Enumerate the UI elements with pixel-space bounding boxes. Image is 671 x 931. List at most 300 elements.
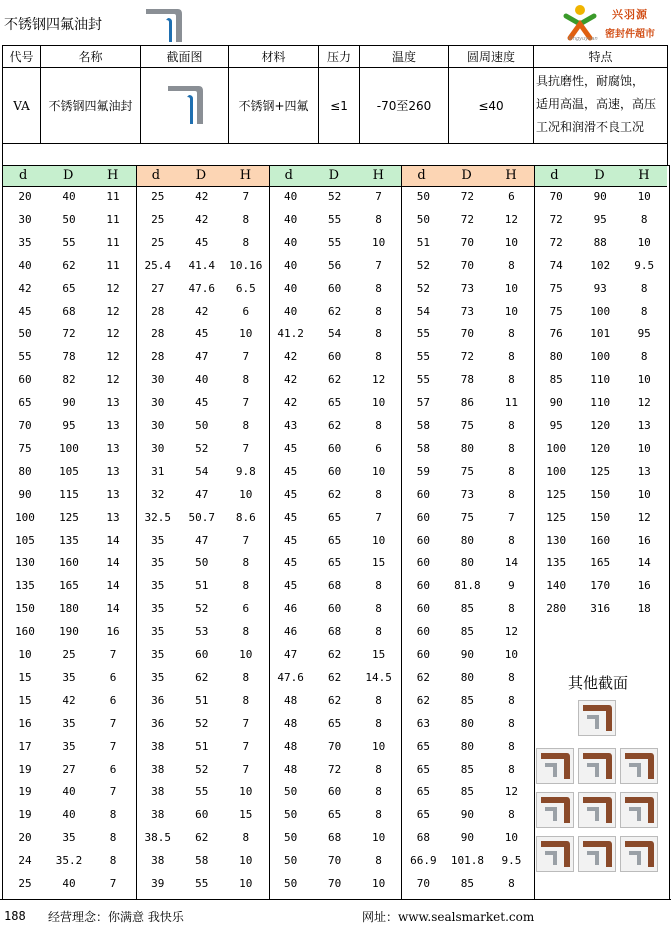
size-cell: 8 bbox=[375, 625, 382, 639]
size-cell: 150 bbox=[590, 487, 611, 501]
size-cell: 40 bbox=[283, 235, 298, 249]
size-cell: 80 bbox=[549, 350, 563, 364]
size-cell: 100 bbox=[590, 350, 611, 364]
size-cell: 45 bbox=[195, 396, 209, 410]
size-cell: 42 bbox=[62, 693, 76, 707]
size-cell: 80 bbox=[460, 716, 475, 730]
size-cell: 93 bbox=[593, 281, 607, 295]
size-cell: 35 bbox=[151, 579, 165, 593]
size-cell: 27 bbox=[151, 281, 165, 295]
column-header-d: D bbox=[195, 168, 207, 183]
size-cell: 101 bbox=[590, 327, 611, 341]
size-cell: 7 bbox=[109, 785, 117, 799]
size-cell: 45 bbox=[283, 464, 298, 478]
size-cell: 90 bbox=[18, 487, 32, 501]
size-cell: 6 bbox=[375, 441, 382, 455]
size-cell: 75 bbox=[549, 304, 563, 318]
size-cell: 130 bbox=[546, 533, 567, 547]
page-title: 不锈钢四氟油封 bbox=[4, 17, 102, 33]
size-cell: 13 bbox=[106, 419, 120, 432]
size-cell: 30 bbox=[151, 419, 165, 432]
size-cell: 68 bbox=[62, 304, 76, 318]
column-divider bbox=[401, 166, 402, 900]
size-cell: 25 bbox=[151, 212, 165, 226]
size-cell: 55 bbox=[18, 350, 32, 364]
size-cell: 40 bbox=[283, 281, 298, 295]
size-cell: 125 bbox=[590, 464, 611, 478]
size-cell: 48 bbox=[283, 739, 298, 753]
size-cell: 12 bbox=[637, 396, 651, 410]
size-cell: 8 bbox=[508, 670, 515, 684]
size-cell: 73 bbox=[460, 487, 475, 501]
size-cell: 46 bbox=[283, 602, 298, 616]
logo-english: Xingyuyuan bbox=[568, 36, 598, 42]
size-cell: 6 bbox=[508, 190, 515, 203]
size-cell: 65 bbox=[416, 762, 431, 776]
size-cell: 55 bbox=[416, 373, 431, 387]
size-cell: 95 bbox=[593, 212, 607, 226]
size-cell: 12 bbox=[106, 350, 120, 364]
size-cell: 8 bbox=[242, 556, 250, 570]
size-cell: 60 bbox=[327, 281, 342, 295]
size-cell: 8 bbox=[640, 281, 648, 295]
section-thumbnail-icon bbox=[578, 792, 616, 828]
size-cell: 65 bbox=[327, 556, 342, 570]
size-cell: 60 bbox=[416, 625, 431, 639]
size-cell: 85 bbox=[460, 602, 475, 616]
size-cell: 15 bbox=[18, 670, 32, 684]
size-cell: 8 bbox=[640, 350, 648, 364]
column-header-d: d bbox=[550, 168, 559, 183]
size-cell: 60 bbox=[195, 808, 209, 822]
size-cell: 35 bbox=[151, 602, 165, 616]
size-cell: 50 bbox=[195, 419, 209, 432]
size-cell: 10 bbox=[239, 487, 253, 501]
size-cell: 58 bbox=[195, 854, 209, 868]
size-cell: 13 bbox=[106, 487, 120, 501]
feature-line: 具抗磨性，耐腐蚀， bbox=[536, 74, 645, 88]
size-cell: 75 bbox=[549, 281, 563, 295]
section-thumbnail-icon bbox=[578, 748, 616, 784]
size-cell: 8 bbox=[508, 373, 515, 387]
size-cell: 8 bbox=[508, 258, 515, 272]
size-cell: 62 bbox=[327, 419, 342, 432]
size-cell: 51 bbox=[195, 579, 209, 593]
footer-website: 网址：www.sealsmarket.com bbox=[362, 910, 535, 924]
feature-line: 适用高温，高速，高压 bbox=[536, 97, 657, 111]
size-cell: 11 bbox=[106, 258, 120, 272]
size-cell: 8 bbox=[242, 419, 250, 432]
val-material: 不锈钢+四氟 bbox=[229, 68, 319, 144]
size-cell: 8 bbox=[375, 487, 382, 501]
size-cell: 85 bbox=[460, 625, 475, 639]
size-cell: 8 bbox=[375, 693, 382, 707]
size-cell: 54 bbox=[327, 327, 342, 341]
size-cell: 51 bbox=[195, 739, 209, 753]
size-cell: 40 bbox=[62, 190, 76, 203]
size-cell: 9.5 bbox=[501, 854, 522, 868]
size-cell: 13 bbox=[106, 396, 120, 410]
section-thumbnail-icon bbox=[578, 836, 616, 872]
size-cell: 90 bbox=[460, 831, 475, 845]
size-cell: 60 bbox=[416, 533, 431, 547]
size-cell: 18 bbox=[637, 602, 651, 616]
size-cell: 7 bbox=[242, 739, 250, 753]
size-cell: 60 bbox=[416, 487, 431, 501]
size-cell: 13 bbox=[637, 419, 651, 432]
size-cell: 14 bbox=[106, 556, 120, 570]
size-cell: 10 bbox=[371, 831, 386, 845]
size-group-header bbox=[3, 166, 136, 187]
column-header-d: D bbox=[461, 168, 472, 183]
size-cell: 10 bbox=[504, 831, 519, 845]
size-group bbox=[3, 166, 136, 900]
size-cell: 8 bbox=[242, 831, 250, 845]
size-cell: 8 bbox=[508, 808, 515, 822]
val-temperature: -70至260 bbox=[360, 68, 449, 144]
section-thumbnail-icon bbox=[536, 792, 574, 828]
size-cell: 52 bbox=[416, 258, 431, 272]
size-cell: 16 bbox=[637, 579, 651, 593]
size-cell: 38 bbox=[151, 739, 165, 753]
column-header-d: d bbox=[19, 168, 28, 183]
size-cell: 48 bbox=[283, 716, 298, 730]
hdr-pressure: 压力 bbox=[319, 46, 360, 68]
size-cell: 8 bbox=[508, 602, 515, 616]
size-cell: 38 bbox=[151, 785, 165, 799]
size-group bbox=[136, 166, 269, 900]
size-cell: 65 bbox=[416, 808, 431, 822]
seal-section-icon bbox=[142, 4, 184, 44]
size-cell: 135 bbox=[15, 579, 35, 593]
size-cell: 62 bbox=[327, 670, 342, 684]
size-cell: 8 bbox=[375, 762, 382, 776]
hdr-temperature: 温度 bbox=[360, 46, 449, 68]
size-cell: 59 bbox=[416, 464, 431, 478]
size-cell: 10 bbox=[239, 785, 253, 799]
size-cell: 28 bbox=[151, 327, 165, 341]
size-cell: 10 bbox=[371, 396, 386, 410]
size-cell: 100 bbox=[59, 441, 79, 455]
size-cell: 62 bbox=[416, 670, 431, 684]
size-cell: 10 bbox=[371, 235, 386, 249]
size-cell: 10 bbox=[504, 648, 519, 661]
size-cell: 75 bbox=[460, 464, 475, 478]
size-cell: 45 bbox=[283, 533, 298, 547]
size-cell: 45 bbox=[195, 235, 209, 249]
column-header-h: H bbox=[505, 168, 517, 183]
size-cell: 7 bbox=[242, 716, 250, 730]
size-cell: 120 bbox=[590, 441, 611, 455]
size-cell: 165 bbox=[59, 579, 79, 593]
size-cell: 8 bbox=[508, 533, 515, 547]
column-divider bbox=[269, 166, 270, 900]
size-cell: 52 bbox=[195, 602, 209, 616]
size-cell: 47 bbox=[195, 487, 209, 501]
size-cell: 135 bbox=[59, 533, 79, 547]
size-cell: 80 bbox=[460, 533, 475, 547]
size-cell: 72 bbox=[549, 212, 563, 226]
size-cell: 8 bbox=[375, 785, 382, 799]
size-cell: 20 bbox=[18, 190, 32, 203]
size-cell: 25 bbox=[62, 648, 76, 661]
size-cell: 100 bbox=[15, 510, 35, 524]
size-cell: 140 bbox=[546, 579, 567, 593]
size-cell: 55 bbox=[195, 785, 209, 799]
hdr-material: 材料 bbox=[229, 46, 319, 68]
section-thumbnail-icon bbox=[620, 748, 658, 784]
size-cell: 13 bbox=[106, 510, 120, 524]
size-cell: 52 bbox=[195, 762, 209, 776]
column-header-h: H bbox=[638, 168, 650, 183]
size-cell: 90 bbox=[460, 648, 475, 661]
size-cell: 45 bbox=[18, 304, 32, 318]
size-cell: 65 bbox=[416, 739, 431, 753]
size-cell: 70 bbox=[460, 258, 475, 272]
size-cell: 43 bbox=[283, 419, 298, 432]
size-cell: 10 bbox=[637, 190, 651, 203]
size-cell: 12 bbox=[106, 373, 120, 387]
hdr-section: 截面图 bbox=[141, 46, 229, 68]
size-cell: 40 bbox=[195, 373, 209, 387]
size-cell: 58 bbox=[416, 441, 431, 455]
size-cell: 42 bbox=[195, 190, 209, 203]
size-cell: 58 bbox=[416, 419, 431, 432]
size-cell: 35 bbox=[151, 670, 165, 684]
size-cell: 150 bbox=[15, 602, 35, 616]
size-cell: 19 bbox=[18, 762, 32, 776]
size-cell: 50 bbox=[18, 327, 32, 341]
size-cell: 65 bbox=[416, 785, 431, 799]
size-cell: 60 bbox=[327, 602, 342, 616]
size-cell: 47.6 bbox=[188, 281, 216, 295]
size-cell: 102 bbox=[590, 258, 611, 272]
size-cell: 70 bbox=[416, 877, 431, 890]
size-cell: 14 bbox=[106, 602, 120, 616]
size-cell: 8 bbox=[508, 464, 515, 478]
size-cell: 110 bbox=[590, 373, 611, 387]
size-cell: 100 bbox=[546, 441, 567, 455]
size-cell: 10.16 bbox=[229, 258, 263, 272]
size-cell: 50 bbox=[416, 212, 431, 226]
size-cell: 14 bbox=[637, 556, 651, 570]
size-cell: 125 bbox=[546, 487, 567, 501]
size-cell: 8 bbox=[242, 693, 250, 707]
size-cell: 19 bbox=[18, 808, 32, 822]
size-cell: 62 bbox=[327, 373, 342, 387]
size-cell: 60 bbox=[416, 510, 431, 524]
size-cell: 13 bbox=[637, 464, 651, 478]
size-cell: 62 bbox=[327, 304, 342, 318]
size-cell: 35.2 bbox=[55, 854, 83, 868]
size-cell: 7 bbox=[242, 533, 250, 547]
size-cell: 125 bbox=[546, 510, 567, 524]
size-cell: 12 bbox=[504, 785, 519, 799]
size-cell: 38.5 bbox=[144, 831, 172, 845]
size-cell: 72 bbox=[460, 350, 475, 364]
size-cell: 52 bbox=[327, 190, 342, 203]
size-cell: 10 bbox=[637, 441, 651, 455]
size-cell: 8 bbox=[508, 762, 515, 776]
size-cell: 42 bbox=[195, 212, 209, 226]
size-cell: 135 bbox=[546, 556, 567, 570]
size-cell: 8 bbox=[109, 854, 117, 868]
size-group bbox=[401, 166, 534, 900]
size-cell: 62 bbox=[195, 831, 209, 845]
size-cell: 73 bbox=[460, 281, 475, 295]
size-cell: 65 bbox=[327, 396, 342, 410]
size-cell: 7 bbox=[109, 716, 117, 730]
size-cell: 65 bbox=[327, 808, 342, 822]
size-cell: 7 bbox=[375, 258, 382, 272]
size-cell: 60 bbox=[327, 785, 342, 799]
val-speed: ≤40 bbox=[449, 68, 534, 144]
size-cell: 60 bbox=[416, 648, 431, 661]
size-cell: 8 bbox=[640, 212, 648, 226]
size-cell: 10 bbox=[504, 235, 519, 249]
size-cell: 160 bbox=[15, 625, 35, 639]
size-cell: 90 bbox=[593, 190, 607, 203]
size-cell: 165 bbox=[590, 556, 611, 570]
val-pressure: ≤1 bbox=[319, 68, 360, 144]
size-cell: 14 bbox=[106, 533, 120, 547]
size-cell: 50 bbox=[283, 877, 298, 890]
size-cell: 170 bbox=[590, 579, 611, 593]
size-cell: 6 bbox=[242, 602, 250, 616]
size-cell: 110 bbox=[590, 396, 611, 410]
size-cell: 8 bbox=[508, 419, 515, 432]
size-cell: 6 bbox=[109, 670, 117, 684]
size-cell: 55 bbox=[195, 877, 209, 890]
size-cell: 8 bbox=[508, 350, 515, 364]
size-cell: 81.8 bbox=[454, 579, 481, 593]
size-cell: 45 bbox=[283, 556, 298, 570]
size-cell: 6 bbox=[242, 304, 250, 318]
size-cell: 27 bbox=[62, 762, 76, 776]
size-cell: 70 bbox=[327, 739, 342, 753]
size-cell: 25 bbox=[18, 877, 32, 890]
size-cell: 8 bbox=[109, 831, 117, 845]
size-cell: 65 bbox=[327, 716, 342, 730]
size-cell: 9.8 bbox=[235, 464, 256, 478]
size-cell: 8 bbox=[508, 877, 515, 890]
hdr-name: 名称 bbox=[41, 46, 141, 68]
size-cell: 47.6 bbox=[277, 670, 304, 684]
size-cell: 70 bbox=[549, 190, 563, 203]
logo-name: 兴羽源 bbox=[612, 8, 648, 21]
size-cell: 10 bbox=[371, 739, 386, 753]
section-thumbnail-icon bbox=[536, 748, 574, 784]
size-cell: 10 bbox=[371, 464, 386, 478]
size-cell: 73 bbox=[460, 304, 475, 318]
size-cell: 190 bbox=[59, 625, 79, 639]
size-cell: 8 bbox=[375, 327, 382, 341]
column-header-d: D bbox=[328, 168, 340, 183]
size-cell: 90 bbox=[460, 808, 475, 822]
size-cell: 8 bbox=[640, 304, 648, 318]
size-cell: 30 bbox=[151, 441, 165, 455]
size-cell: 70 bbox=[460, 327, 475, 341]
size-cell: 8 bbox=[508, 327, 515, 341]
size-cell: 7 bbox=[242, 396, 250, 410]
column-divider bbox=[534, 166, 535, 900]
size-cell: 42 bbox=[283, 373, 298, 387]
size-group-header bbox=[269, 166, 402, 187]
size-cell: 60 bbox=[416, 579, 431, 593]
section-thumbnail-icon bbox=[620, 792, 658, 828]
size-cell: 62 bbox=[327, 487, 342, 501]
size-cell: 72 bbox=[327, 762, 342, 776]
size-cell: 75 bbox=[460, 510, 475, 524]
size-cell: 7 bbox=[109, 739, 117, 753]
size-cell: 45 bbox=[283, 487, 298, 501]
size-cell: 8.6 bbox=[235, 510, 256, 524]
size-cell: 60 bbox=[195, 648, 209, 661]
size-cell: 38 bbox=[151, 762, 165, 776]
size-cell: 47 bbox=[195, 350, 209, 364]
size-cell: 55 bbox=[416, 350, 431, 364]
size-cell: 31 bbox=[151, 464, 165, 478]
size-cell: 8 bbox=[375, 716, 382, 730]
size-cell: 8 bbox=[375, 419, 382, 432]
size-cell: 35 bbox=[62, 831, 76, 845]
size-cell: 54 bbox=[416, 304, 431, 318]
size-cell: 85 bbox=[460, 762, 475, 776]
size-cell: 80 bbox=[460, 739, 475, 753]
size-cell: 42 bbox=[18, 281, 32, 295]
size-cell: 105 bbox=[59, 464, 79, 478]
size-cell: 35 bbox=[151, 625, 165, 639]
size-cell: 40 bbox=[283, 212, 298, 226]
size-cell: 160 bbox=[590, 533, 611, 547]
column-header-d: d bbox=[417, 168, 426, 183]
size-cell: 70 bbox=[18, 419, 32, 432]
size-cell: 70 bbox=[460, 235, 475, 249]
size-cell: 14 bbox=[504, 556, 519, 570]
size-cell: 40 bbox=[62, 785, 76, 799]
size-cell: 36 bbox=[151, 716, 165, 730]
size-cell: 7 bbox=[109, 648, 117, 661]
size-cell: 72 bbox=[549, 235, 563, 249]
logo-slogan: 密封件超市 bbox=[605, 29, 655, 40]
size-cell: 41.2 bbox=[277, 327, 304, 341]
size-cell: 85 bbox=[460, 785, 475, 799]
size-cell: 20 bbox=[18, 831, 32, 845]
size-cell: 90 bbox=[549, 396, 563, 410]
column-header-d: D bbox=[63, 168, 74, 183]
size-cell: 45 bbox=[195, 327, 209, 341]
size-cell: 10 bbox=[371, 877, 386, 890]
val-code: VA bbox=[3, 68, 41, 144]
column-header-h: H bbox=[107, 168, 119, 183]
size-cell: 78 bbox=[460, 373, 475, 387]
size-cell: 10 bbox=[239, 648, 253, 661]
size-cell: 8 bbox=[242, 373, 250, 387]
size-cell: 30 bbox=[18, 212, 32, 226]
size-cell: 12 bbox=[106, 281, 120, 295]
size-cell: 50 bbox=[283, 785, 298, 799]
size-cell: 74 bbox=[549, 258, 563, 272]
hdr-features: 特点 bbox=[534, 46, 668, 68]
size-group-header bbox=[136, 166, 269, 187]
size-cell: 54 bbox=[195, 464, 209, 478]
size-cell: 11 bbox=[106, 212, 120, 226]
size-cell: 41.4 bbox=[188, 258, 216, 272]
size-cell: 68 bbox=[327, 625, 342, 639]
size-cell: 10 bbox=[371, 533, 386, 547]
size-cell: 62 bbox=[327, 648, 342, 661]
size-cell: 63 bbox=[416, 716, 431, 730]
